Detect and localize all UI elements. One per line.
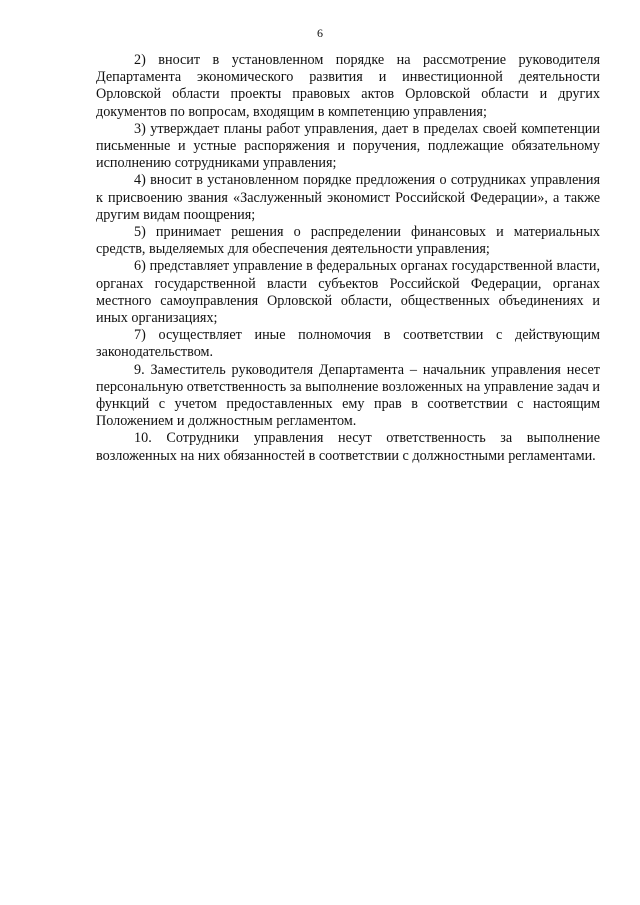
- paragraph-item-7: 7) осуществляет иные полномочия в соответствии с действующим законодательством.: [96, 327, 600, 361]
- document-body: [96, 52, 600, 465]
- paragraph-item-4: 4) вносит в установленном порядке предложения о сотрудниках управления к присвоению звания «Заслуженный экономист Российской Федерации», а также другим видам поощрения;: [96, 172, 600, 223]
- paragraph-clause-10: 10. Сотрудники управления несут ответственность за выполнение возложенных на них обязанностей в соответствии с должностными регламентами.: [96, 430, 600, 464]
- paragraph-item-6: 6) представляет управление в федеральных органах государственной власти, органах государственной власти субъектов Российской Федерации, органах местного самоуправления Орловской области, общественных объединениях и иных организациях;: [96, 258, 600, 327]
- paragraph-clause-9: 9. Заместитель руководителя Департамента – начальник управления несет персональную ответственность за выполнение возложенных на управление задач и функций с учетом предоставленных ему прав в соответствии с настоящим Положением и должностным регламентом.: [96, 361, 600, 430]
- paragraph-item-3: 3) утверждает планы работ управления, дает в пределах своей компетенции письменные и устные распоряжения и поручения, подлежащие обязательному исполнению сотрудниками управления;: [96, 120, 600, 172]
- page-number: 6: [317, 26, 323, 40]
- paragraph-item-2: 2) вносит в установленном порядке на рассмотрение руководителя Департамента экономического развития и инвестиционной деятельности Орловской области проекты правовых актов Орловской области и других документов по вопросам, входящим в компетенцию управления;: [96, 52, 600, 120]
- paragraph-item-5: 5) принимает решения о распределении финансовых и материальных средств, выделяемых для обеспечения деятельности управления;: [96, 224, 600, 258]
